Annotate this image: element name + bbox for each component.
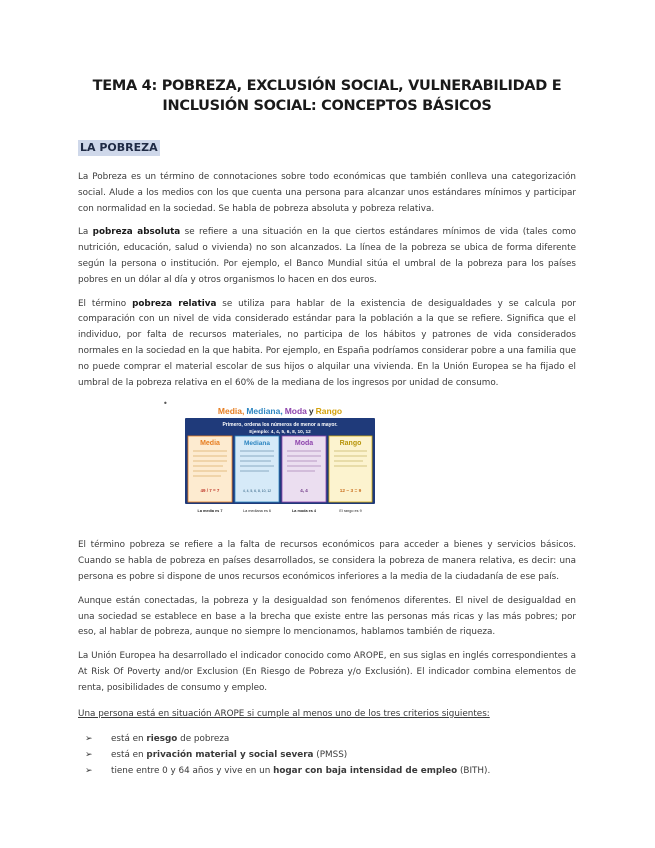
card-moda-value: 4, 4 [300, 488, 308, 494]
arrow-icon: ➢ [85, 734, 93, 745]
title-moda: Moda [284, 406, 307, 417]
paragraph-2-post: se refiere a una situación en la que ciertos estándares mínimos de vida (tales como nutrición, educación, salud o vivienda) no son alcanzados. La línea de la pobreza se ubica de forma diferente según la persona o institución. Por ejemplo, el Banco Mundial sitúa el umbral de la pobreza para los países pobres en un dólar al día y otros organismos lo hacen en dos euros. [78, 227, 577, 285]
paragraph-1: La Pobreza es un término de connotaciones sobre todo económicas que también conlleva una categorización social. Alude a los medios con los que cuenta una persona para alcanzar unos estándares mínimos y participar con normalidad en la sociedad. Se habla de pobreza absoluta y pobreza relativa. [78, 172, 576, 214]
criteria-intro: Una persona está en situación AROPE si cumple al menos uno de los tres criterios siguientes: [78, 708, 490, 719]
paragraph-3-bold: pobreza relativa [132, 298, 217, 309]
footer-rango: El rango es 9 [339, 509, 362, 514]
paragraph-2 [78, 225, 576, 288]
banner-line-1: Primero, ordena los números de menor a mayor. [222, 422, 338, 429]
card-mediana-value: 4, 4, 5, 6, 8, 10, 12 [242, 489, 272, 494]
list-item-pre: tiene entre 0 y 64 años y vive en un [111, 765, 274, 776]
card-mediana [235, 436, 279, 502]
card-rango-value: 12 − 3 = 9 [339, 489, 362, 495]
list-item [78, 748, 576, 764]
title-rango: Rango [315, 406, 343, 417]
paragraph-6: La Unión Europea ha desarrollado el indicador conocido como AROPE, en sus siglas en inglés correspondientes a At Risk Of Poverty and/or Exclusion (En Riesgo de Pobreza y/o Exclusión). El indicador combina elementos de renta, posibilidades de consumo y empleo. [78, 651, 576, 693]
list-item-post: (BITH). [457, 765, 491, 776]
list-item [78, 732, 576, 748]
list-item-pre: está en [111, 750, 147, 761]
arrow-icon: ➢ [85, 765, 93, 776]
figure-bullet: • [163, 399, 168, 409]
figure-footer [198, 509, 362, 513]
card-mediana-label: Mediana [243, 440, 271, 448]
list-item-post: (PMSS) [313, 750, 348, 761]
footer-moda: La moda es 4 [291, 509, 317, 514]
paragraph-5: Aunque están conectadas, la pobreza y la desigualdad son fenómenos diferentes. El nivel de desigualdad en una sociedad se establece en base a la brecha que existe entre las personas más ricas y las más pobres; por eso, al hablar de pobreza, aunque no siempre lo mencionamos, hablamos también de riqueza. [78, 595, 576, 638]
card-media-label: Media [200, 440, 220, 448]
figure-title [218, 406, 342, 416]
paragraph-2-pre: La [78, 227, 93, 238]
list-item-post: de pobreza [177, 734, 230, 745]
title-media: Media, [217, 406, 245, 417]
footer-media: La media es 7 [197, 509, 223, 514]
list-item-pre: está en [111, 734, 147, 745]
paragraph-3 [78, 297, 576, 392]
title-line-2: INCLUSIÓN SOCIAL: CONCEPTOS BÁSICOS [162, 98, 492, 114]
banner-line-2: Ejemplo: 4, 4, 5, 6, 8, 10, 12 [249, 430, 311, 436]
figure-container [78, 399, 576, 524]
criteria-list [78, 732, 576, 779]
arrow-icon: ➢ [85, 750, 93, 761]
paragraph-3-pre: El término [78, 298, 133, 309]
card-rango [329, 436, 372, 502]
statistics-infographic [185, 405, 375, 517]
list-item-bold: privación material y social severa [146, 750, 314, 761]
list-item [78, 764, 576, 780]
list-item-bold: riesgo [146, 734, 178, 745]
section-heading: LA POBREZA [80, 141, 158, 154]
paragraph-3-post: se utiliza para hablar de la existencia de desigualdades y se calcula por comparación con un nivel de vida considerado estándar para la población a la que se refiere. Significa que el individuo, por falta de recursos materiales, no participa de los hábitos y patrones de vida considerados normales en la sociedad en la que habita. Por ejemplo, en España podríamos considerar pobre a una familia que no puede comprar el material escolar de sus hijos o alquilar una vivienda. En la Unión Europea se ha fijado el umbral de la pobreza relativa en el 60% de la mediana de los ingresos por unidad de consumo. [78, 298, 576, 388]
card-rango-label: Rango [339, 440, 362, 448]
page-title [78, 76, 576, 116]
paragraph-4: El término pobreza se refiere a la falta de recursos económicos para acceder a bienes y servicios básicos. Cuando se habla de pobreza en países desarrollados, se considera la pobreza de manera relativa, es decir: una persona es pobre si dispone de unos recursos económicos inferiores a la media de la ciudadanía de ese país. [78, 540, 576, 582]
card-media-value: 49 / 7 = 7 [200, 488, 220, 494]
footer-mediana: La mediana es 6 [242, 509, 272, 514]
card-media [188, 436, 232, 502]
list-item-bold: hogar con baja intensidad de empleo [273, 765, 458, 776]
card-moda-label: Moda [294, 440, 314, 448]
title-y: y [308, 406, 314, 417]
title-line-1: TEMA 4: POBREZA, EXCLUSIÓN SOCIAL, VULNERABILIDAD E [92, 78, 562, 94]
paragraph-2-bold: pobreza absoluta [92, 227, 181, 238]
svg-text:Media,Mediana,ModayRango [218, 406, 342, 416]
title-mediana: Mediana, [246, 406, 283, 417]
card-moda [282, 436, 326, 502]
